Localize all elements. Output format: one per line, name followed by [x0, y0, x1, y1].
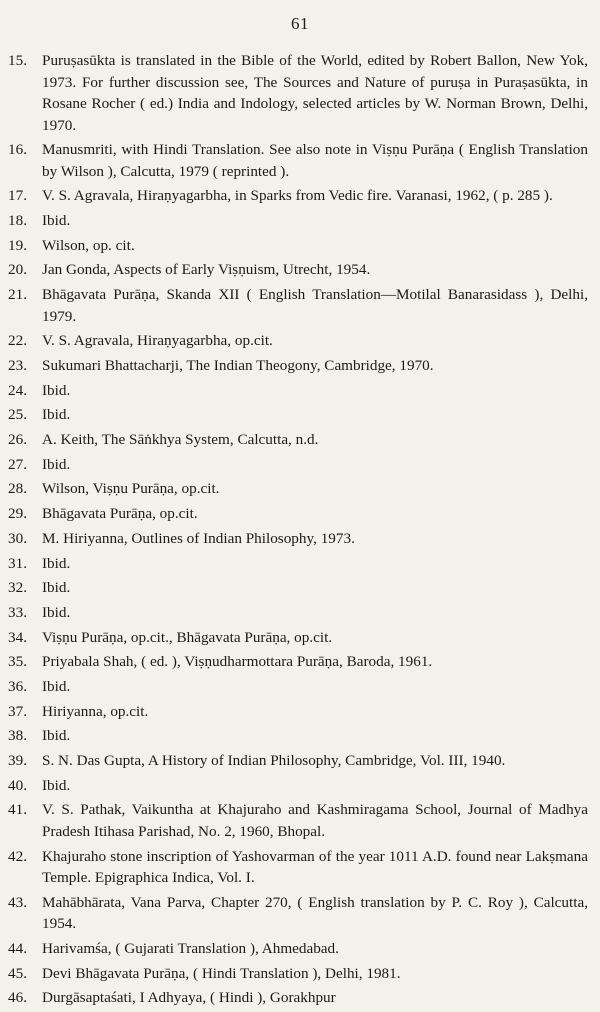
- endnote-text: Devi Bhāgavata Purāṇa, ( Hindi Translation ), Delhi, 1981.: [42, 964, 401, 982]
- endnote-number: 37.: [8, 702, 27, 720]
- endnote-number: 42.: [8, 847, 27, 865]
- endnote-item: [8, 528, 592, 550]
- page-number: 61: [291, 14, 309, 33]
- endnote-text: A. Keith, The Sāṅkhya System, Calcutta, n.d.: [42, 431, 319, 449]
- endnote-number: 29.: [8, 505, 27, 523]
- endnote-item: [8, 478, 592, 500]
- endnote-text: Ibid.: [42, 727, 71, 745]
- endnote-number: 22.: [8, 332, 27, 350]
- endnote-text: Ibid.: [42, 776, 71, 794]
- endnote-text: Manusmriti, with Hindi Translation. See also note in Viṣṇu Purāṇa ( English Translation by Wilson ), Calcutta, 1979 ( reprinted ).: [42, 141, 588, 180]
- endnote-text: Ibid.: [42, 554, 71, 572]
- endnote-text: V. S. Agravala, Hiraṇyagarbha, in Sparks from Vedic fire. Varanasi, 1962, ( p. 285 ).: [42, 187, 553, 205]
- endnote-item: [8, 892, 592, 935]
- endnote-text: V. S. Pathak, Vaikuntha at Khajuraho and Kashmiragama School, Journal of Madhya Pradesh Itihasa Parishad, No. 2, 1960, Bhopal.: [42, 801, 588, 840]
- endnote-text: Ibid.: [42, 455, 71, 473]
- endnote-text: Wilson, op. cit.: [42, 236, 135, 254]
- endnote-item: [8, 602, 592, 624]
- endnote-number: 40.: [8, 776, 27, 794]
- endnote-number: 43.: [8, 893, 27, 911]
- endnote-number: 44.: [8, 939, 27, 957]
- endnote-text: Ibid.: [42, 579, 71, 597]
- endnote-item: [8, 185, 592, 207]
- endnote-text: Durgāsaptaśati, I Adhyaya, ( Hindi ), Gorakhpur: [42, 989, 336, 1007]
- endnote-number: 36.: [8, 677, 27, 695]
- endnote-item: [8, 627, 592, 649]
- endnote-item: [8, 701, 592, 723]
- endnote-item: [8, 454, 592, 476]
- endnote-number: 26.: [8, 431, 27, 449]
- endnote-item: [8, 235, 592, 257]
- endnote-text: S. N. Das Gupta, A History of Indian Philosophy, Cambridge, Vol. III, 1940.: [42, 752, 506, 769]
- endnote-text: Bhāgavata Purāṇa, Skanda XII ( English Translation—Motilal Banarasidass ), Delhi, 1979.: [42, 286, 588, 325]
- endnote-item: [8, 750, 592, 772]
- endnote-text: M. Hiriyanna, Outlines of Indian Philosophy, 1973.: [42, 529, 355, 547]
- endnote-number: 23.: [8, 357, 27, 374]
- endnote-text: Viṣṇu Purāṇa, op.cit., Bhāgavata Purāṇa, op.cit.: [42, 628, 333, 646]
- endnote-text: Priyabala Shah, ( ed. ), Viṣṇudharmottara Purāṇa, Baroda, 1961.: [42, 653, 433, 671]
- endnote-number: 19.: [8, 236, 27, 254]
- endnote-item: [8, 404, 592, 426]
- endnote-item: [8, 355, 592, 377]
- endnote-item: [8, 846, 592, 889]
- endnote-text: Wilson, Viṣṇu Purāṇa, op.cit.: [42, 480, 220, 498]
- endnote-text: Puruṣasūkta is translated in the Bible of the World, edited by Robert Ballon, New Yok, 1973. For further discussion see, The Sources and Nature of puruṣa in Puraṣasūkta, in Rosane Rocher ( ed.) India and Indology, selected articles by W. Norman Brown, Delhi, 1970.: [42, 52, 588, 134]
- endnote-text: Mahābhārata, Vana Parva, Chapter 270, ( English translation by P. C. Roy ), Calcutta, 1954.: [42, 893, 588, 933]
- endnote-item: [8, 139, 592, 182]
- endnote-text: Jan Gonda, Aspects of Early Viṣṇuism, Utrecht, 1954.: [42, 261, 371, 279]
- endnote-item: [8, 210, 592, 232]
- endnote-number: 25.: [8, 406, 27, 424]
- endnote-number: 16.: [8, 141, 27, 159]
- endnote-text: Ibid.: [42, 212, 71, 230]
- endnote-number: 45.: [8, 964, 27, 982]
- endnote-item: [8, 651, 592, 673]
- endnote-item: [8, 284, 592, 327]
- endnote-text: Hiriyanna, op.cit.: [42, 702, 149, 720]
- endnote-number: 39.: [8, 752, 27, 769]
- endnote-number: 18.: [8, 212, 27, 230]
- endnote-number: 15.: [8, 52, 27, 69]
- endnote-number: 32.: [8, 579, 27, 597]
- endnote-item: [8, 987, 592, 1009]
- endnote-item: [8, 553, 592, 575]
- endnote-number: 33.: [8, 603, 27, 621]
- endnote-text: Bhāgavata Purāṇa, op.cit.: [42, 505, 198, 523]
- endnote-number: 27.: [8, 455, 27, 473]
- endnote-number: 41.: [8, 801, 27, 819]
- endnote-item: [8, 676, 592, 698]
- endnote-number: 46.: [8, 989, 27, 1007]
- endnote-text: Sukumari Bhattacharji, The Indian Theogony, Cambridge, 1970.: [42, 357, 434, 374]
- endnote-number: 17.: [8, 187, 27, 205]
- endnote-number: 30.: [8, 529, 27, 547]
- endnote-item: [8, 938, 592, 960]
- endnote-item: [8, 429, 592, 451]
- endnote-text: Ibid.: [42, 677, 71, 695]
- endnote-text: Ibid.: [42, 381, 71, 399]
- endnote-number: 34.: [8, 628, 27, 646]
- endnote-item: [8, 799, 592, 842]
- endnote-text: V. S. Agravala, Hiraṇyagarbha, op.cit.: [42, 332, 273, 350]
- endnote-text: Ibid.: [42, 603, 71, 621]
- endnotes-list: [8, 50, 592, 1012]
- endnote-item: [8, 577, 592, 599]
- endnote-text: Harivamśa, ( Gujarati Translation ), Ahmedabad.: [42, 939, 339, 957]
- endnote-item: [8, 330, 592, 352]
- endnote-number: 31.: [8, 554, 27, 572]
- endnote-number: 20.: [8, 261, 27, 279]
- endnote-item: [8, 259, 592, 281]
- endnote-item: [8, 775, 592, 797]
- endnote-number: 35.: [8, 653, 27, 671]
- endnote-item: [8, 725, 592, 747]
- endnote-number: 24.: [8, 381, 27, 399]
- endnote-text: Ibid.: [42, 406, 71, 424]
- endnote-number: 21.: [8, 286, 27, 304]
- endnote-item: [8, 963, 592, 985]
- endnote-text: Khajuraho stone inscription of Yashovarman of the year 1011 A.D. found near Lakṣmana Temple. Epigraphica Indica, Vol. I.: [42, 847, 588, 887]
- endnote-number: 28.: [8, 480, 27, 498]
- endnote-item: [8, 50, 592, 136]
- endnote-item: [8, 503, 592, 525]
- endnote-item: [8, 380, 592, 402]
- endnote-number: 38.: [8, 727, 27, 745]
